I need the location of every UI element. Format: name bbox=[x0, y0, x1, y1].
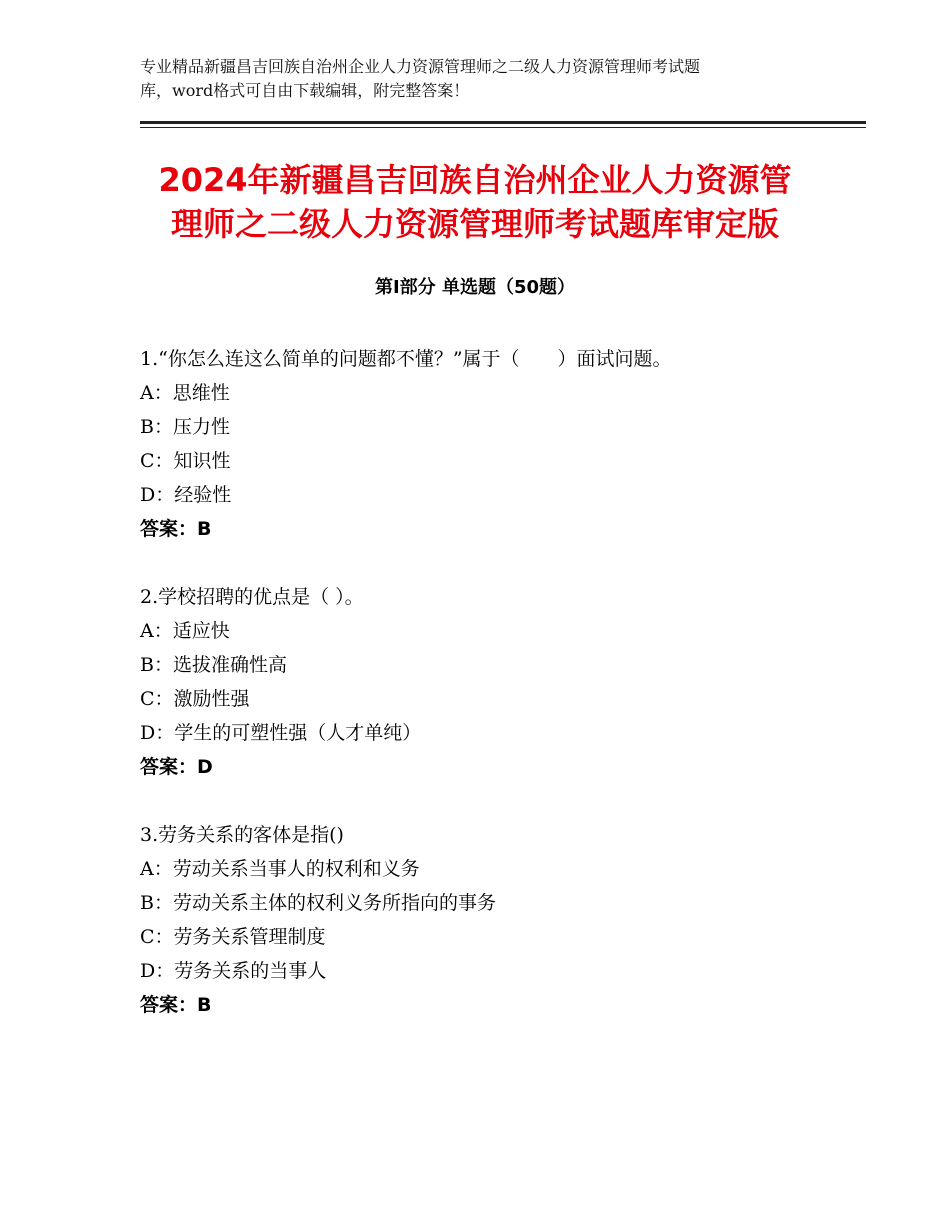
option-b: B：劳动关系主体的权利义务所指向的事务 bbox=[140, 892, 496, 914]
option-c: C：知识性 bbox=[140, 450, 231, 472]
answer-line: 答案：B bbox=[140, 994, 212, 1016]
document-title-line-1: 2024年新疆昌吉回族自治州企业人力资源管 bbox=[158, 161, 792, 199]
option-d: D：经验性 bbox=[140, 484, 232, 506]
option-c: C：劳务关系管理制度 bbox=[140, 926, 326, 948]
header-note bbox=[140, 55, 820, 103]
section-heading: 第Ⅰ部分 单选题（50题） bbox=[374, 277, 575, 298]
option-b: B：选拔准确性高 bbox=[140, 654, 287, 676]
question-stem: 3.劳务关系的客体是指() bbox=[140, 824, 344, 846]
option-a: A：适应快 bbox=[140, 620, 230, 642]
question-1 bbox=[140, 342, 840, 546]
header-note-line-1: 专业精品新疆昌吉回族自治州企业人力资源管理师之二级人力资源管理师考试题 bbox=[140, 57, 701, 76]
option-c: C：激励性强 bbox=[140, 688, 250, 710]
question-stem: 1.“你怎么连这么简单的问题都不懂？”属于（ ）面试问题。 bbox=[140, 348, 672, 370]
option-a: A：劳动关系当事人的权利和义务 bbox=[140, 858, 420, 880]
answer-line: 答案：D bbox=[140, 756, 213, 778]
option-d: D：学生的可塑性强（人才单纯） bbox=[140, 722, 422, 744]
question-stem: 2.学校招聘的优点是（ ）。 bbox=[140, 586, 364, 608]
answer-line: 答案：B bbox=[140, 518, 212, 540]
question-2 bbox=[140, 580, 840, 784]
question-3 bbox=[140, 818, 840, 1022]
document-title bbox=[100, 158, 850, 246]
header-note-line-2: 库，word格式可自由下载编辑，附完整答案！ bbox=[140, 81, 470, 100]
header-rule-thick bbox=[140, 121, 866, 124]
header-rule-thin bbox=[140, 127, 866, 128]
option-a: A：思维性 bbox=[140, 382, 230, 404]
document-title-line-2: 理师之二级人力资源管理师考试题库审定版 bbox=[170, 205, 779, 243]
option-b: B：压力性 bbox=[140, 416, 230, 438]
option-d: D：劳务关系的当事人 bbox=[140, 960, 327, 982]
question-list bbox=[140, 342, 840, 1056]
